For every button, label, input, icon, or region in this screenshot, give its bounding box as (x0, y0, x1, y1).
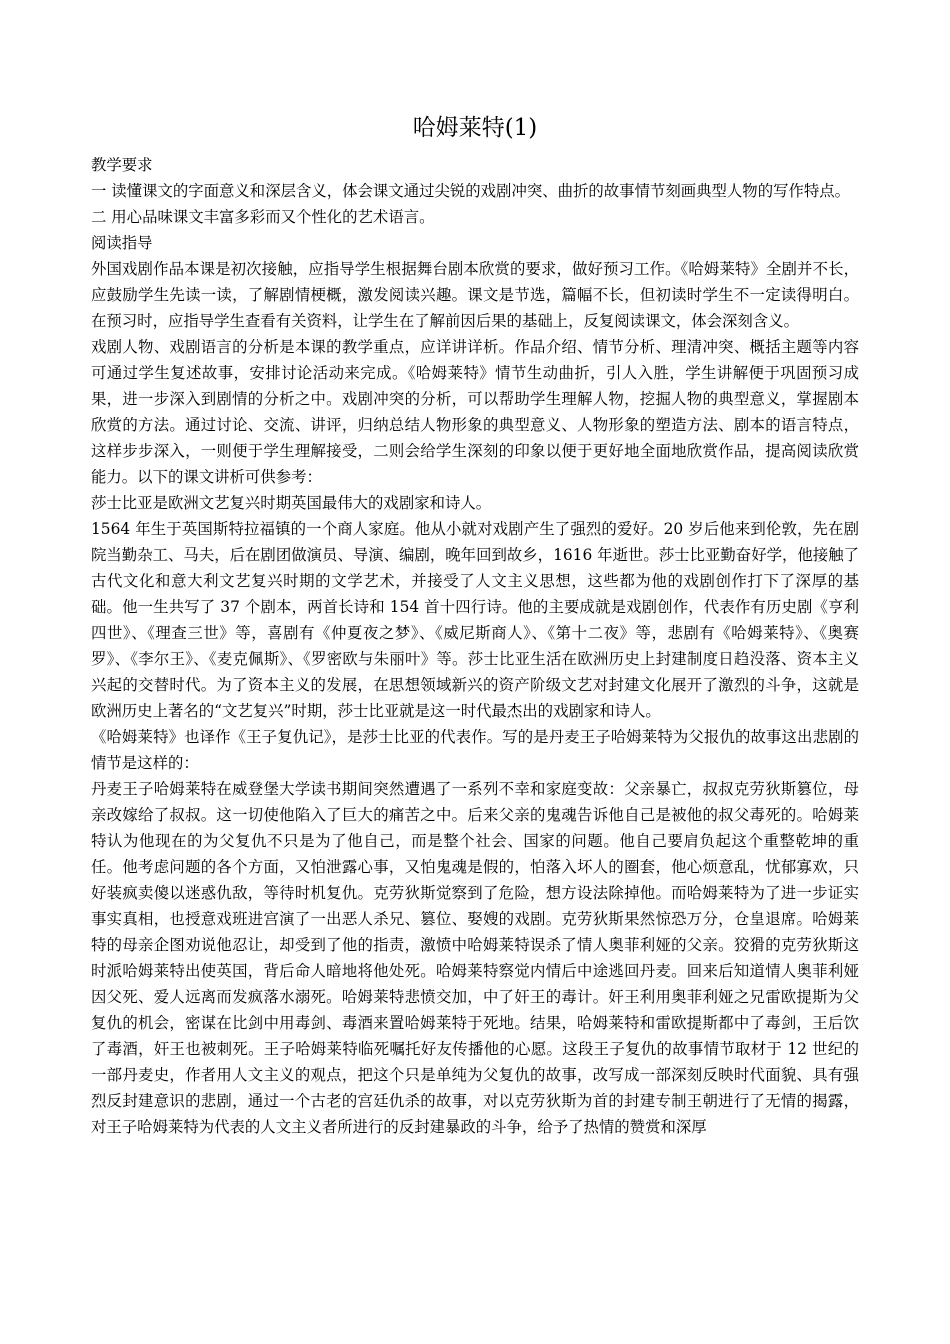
paragraph-analysis: 戏剧人物、戏剧语言的分析是本课的教学重点，应详讲详析。作品介绍、情节分析、理清冲突、概括主题等内容可通过学生复述故事，安排讨论活动来完成。《哈姆莱特》情节生动曲折，引人入胜，学生讲解便于巩固预习成果，进一步深入到剧情的分析之中。戏剧冲突的分析，可以帮助学生理解人物，挖掘人物的典型意义，掌握剧本欣赏的方法。通过讨论、交流、讲评，归纳总结人物形象的典型意义、人物形象的塑造方法、剧本的语言特点，这样步步深入，一则便于学生理解接受，二则会给学生深刻的印象以便于更好地全面地欣赏作品，提高阅读欣赏能力。以下的课文讲析可供参考： (91, 338, 859, 486)
paragraph-hamlet-plot: 丹麦王子哈姆莱特在威登堡大学读书期间突然遭遇了一系列不幸和家庭变故：父亲暴亡，叔叔克劳狄斯篡位，母亲改嫁给了叔叔。这一切使他陷入了巨大的痛苦之中。后来父亲的鬼魂告诉他自己是被他的叔父毒死的。哈姆莱特认为他现在的为父复仇不只是为了他自己，而是整个社会、国家的问题。他自己要肩负起这个重整乾坤的重任。他考虑问题的各个方面，又怕泄露心事，又怕鬼魂是假的，怕落入坏人的圈套，他心烦意乱，忧郁寡欢，只好装疯卖傻以迷惑仇敌，等待时机复仇。克劳狄斯觉察到了危险，想方设法除掉他。而哈姆莱特为了进一步证实事实真相，也授意戏班进宫演了一出恶人杀兄、篡位、娶嫂的戏剧。克劳狄斯果然惊恐万分，仓皇退席。哈姆莱特的母亲企图劝说他忍让，却受到了他的指责，激愤中哈姆莱特误杀了情人奥菲利娅的父亲。狡猾的克劳狄斯这时派哈姆莱特出使英国，背后命人暗地将他处死。哈姆莱特察觉内情后中途逃回丹麦。回来后知道情人奥菲利娅因父死、爱人远离而发疯落水溺死。哈姆莱特悲愤交加，中了奸王的毒计。奸王利用奥菲利娅之兄雷欧提斯为父复仇的机会，密谋在比剑中用毒剑、毒酒来置哈姆莱特于死地。结果，哈姆莱特和雷欧提斯都中了毒剑，王后饮了毒酒，奸王也被刺死。王子哈姆莱特临死嘱托好友传播他的心愿。这段王子复仇的故事情节取材于 12 世纪的一部丹麦史，作者用人文主义的观点，把这个只是单纯为父复仇的故事，改写成一部深刻反映时代面貌、具有强烈反封建意识的悲剧，通过一个古老的宫廷仇杀的故事，对以克劳狄斯为首的封建专制王朝进行了无情的揭露，对王子哈姆莱特为代表的人文主义者所进行的反封建暴政的斗争，给予了热情的赞赏和深厚 (91, 780, 859, 1136)
requirement-one: 一 读懂课文的字面意义和深层含义，体会课文通过尖锐的戏剧冲突、曲折的故事情节刻画典型人物的写作特点。 (91, 182, 851, 200)
paragraph-preview: 外国戏剧作品本课是初次接触，应指导学生根据舞台剧本欣赏的要求，做好预习工作。《哈姆莱特》全剧并不长，应鼓励学生先读一读，了解剧情梗概，激发阅读兴趣。课文是节选，篇幅不长，但初读时学生不一定读得明白。在预习时，应指导学生查看有关资料，让学生在了解前因后果的基础上，反复阅读课文，体会深刻含义。 (91, 260, 859, 330)
document-page (91, 108, 859, 1140)
paragraph-shakespeare-intro: 莎士比亚是欧洲文艺复兴时期英国最伟大的戏剧家和诗人。 (91, 494, 492, 512)
paragraph-shakespeare-bio: 1564 年生于英国斯特拉福镇的一个商人家庭。他从小就对戏剧产生了强烈的爱好。20 岁后他来到伦敦，先在剧院当勤杂工、马夫，后在剧团做演员、导演、编剧，晚年回到故乡，1616 年逝世。莎士比亚勤奋好学，他接触了古代文化和意大利文艺复兴时期的文学艺术，并接受了人文主义思想，这些都为他的戏剧创作打下了深厚的基础。他一生共写了 37 个剧本，两首长诗和 154 首十四行诗。他的主要成就是戏剧创作，代表作有历史剧《亨利四世》、《理查三世》等，喜剧有《仲夏夜之梦》、《威尼斯商人》、《第十二夜》等，悲剧有《哈姆莱特》、《奥赛罗》、《李尔王》、《麦克佩斯》、《罗密欧与朱丽叶》等。莎士比亚生活在欧洲历史上封建制度日趋没落、资本主义兴起的交替时代。为了资本主义的发展，在思想领域新兴的资产阶级文艺对封建文化展开了激烈的斗争，这就是欧洲历史上著名的“文艺复兴”时期，莎士比亚就是这一时代最杰出的戏剧家和诗人。 (91, 520, 859, 720)
section-heading-requirements: 教学要求 (91, 156, 153, 174)
document-title: 哈姆莱特(1) (412, 115, 538, 141)
section-heading-reading-guide: 阅读指导 (91, 234, 153, 252)
requirement-two: 二 用心品味课文丰富多彩而又个性化的艺术语言。 (91, 208, 435, 226)
paragraph-hamlet-intro: 《哈姆莱特》也译作《王子复仇记》，是莎士比亚的代表作。写的是丹麦王子哈姆莱特为父报仇的故事这出悲剧的情节是这样的： (91, 728, 859, 772)
